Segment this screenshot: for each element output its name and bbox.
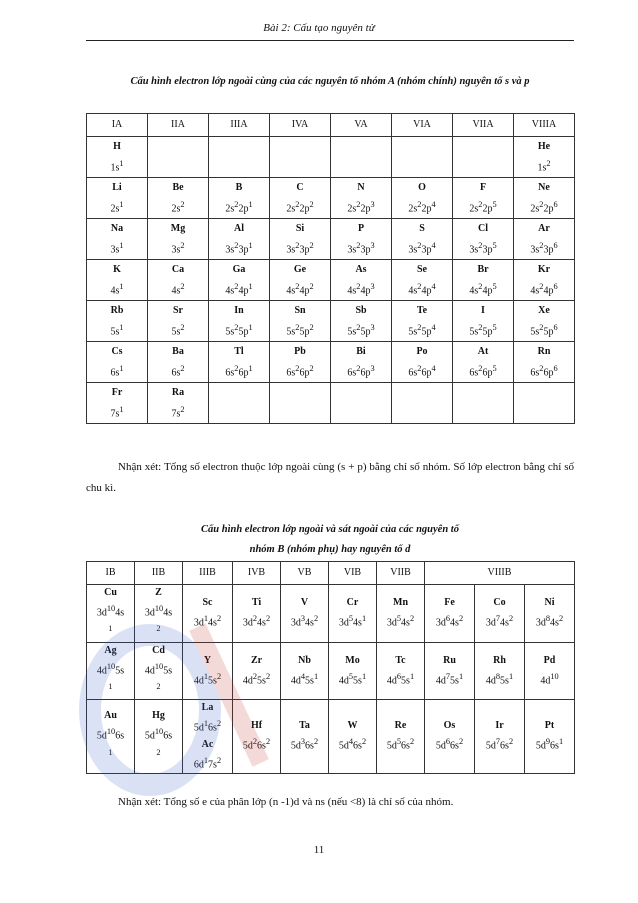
element-cell [525, 700, 575, 774]
table-row [87, 137, 575, 178]
element-symbol: Al [234, 222, 244, 234]
element-cell [453, 137, 514, 178]
element-cell [281, 642, 329, 700]
column-header: VB [281, 562, 329, 585]
element-cell [425, 700, 475, 774]
element-symbol: Pt [544, 720, 555, 732]
element-symbol: Y [203, 654, 212, 666]
electron-configuration: $2s^22p^2$ [286, 199, 314, 215]
electron-configuration: $4d^{10}5s$ $^1$ [96, 661, 125, 691]
element-symbol: Ba [172, 345, 184, 357]
element-cell [209, 383, 270, 424]
electron-configuration: $6s^2$ [171, 363, 185, 379]
element-symbol: Mn [393, 597, 408, 609]
element-cell [233, 642, 281, 700]
element-cell [377, 700, 425, 774]
element-cell [392, 301, 453, 342]
electron-configuration: $2s^22p^3$ [347, 199, 375, 215]
element-symbol: B [235, 181, 243, 193]
electron-configuration: $1s^2$ [537, 158, 551, 174]
element-cell [87, 585, 135, 643]
element-cell [453, 301, 514, 342]
element-symbol: C [296, 181, 304, 193]
table-row [87, 178, 575, 219]
electron-configuration: $2s^22p^4$ [408, 199, 436, 215]
element-cell [331, 383, 392, 424]
element-cell [281, 700, 329, 774]
element-symbol: N [357, 181, 365, 193]
element-symbol: Nb [298, 654, 311, 666]
electron-configuration: $4s^1$ [110, 281, 124, 297]
element-symbol: Ge [293, 263, 307, 275]
element-symbol: Ar [538, 222, 550, 234]
element-symbol: Z [155, 587, 162, 598]
element-cell [331, 178, 392, 219]
element-symbol: Si [295, 222, 305, 234]
electron-configuration: $3s^23p^2$ [286, 240, 314, 256]
element-symbol: Cd [152, 644, 165, 656]
element-cell [87, 219, 148, 260]
element-symbol: Ne [538, 181, 550, 193]
element-cell [453, 342, 514, 383]
element-symbol: Ta [299, 720, 310, 732]
element-symbol: Ru [443, 654, 456, 666]
element-cell [87, 301, 148, 342]
column-header: VIIB [377, 562, 425, 585]
element-cell [331, 219, 392, 260]
element-cell [148, 137, 209, 178]
electron-configuration: $4d^25s^2$ [242, 671, 271, 687]
element-symbol: V [300, 597, 309, 609]
element-symbol: Be [172, 181, 184, 193]
element-symbol: Kr [537, 263, 551, 275]
element-symbol: Pb [294, 345, 306, 357]
element-cell [270, 178, 331, 219]
electron-configuration: $3d^24s^2$ [242, 614, 271, 629]
element-symbol: Pd [543, 654, 556, 666]
element-cell [233, 700, 281, 774]
electron-configuration: $3d^54s^2$ [386, 614, 415, 629]
element-symbol: Cl [478, 222, 488, 234]
element-cell [514, 137, 575, 178]
column-header: VA [331, 114, 392, 137]
element-cell [148, 301, 209, 342]
element-symbol: Li [112, 181, 122, 193]
element-symbol: Xe [538, 304, 550, 316]
electron-configuration: $5d^96s^1$ [535, 737, 564, 752]
element-cell [392, 342, 453, 383]
element-cell [331, 301, 392, 342]
element-cell [148, 178, 209, 219]
element-cell [209, 342, 270, 383]
element-symbol: La [201, 702, 214, 714]
element-symbol: Hf [250, 720, 263, 732]
element-symbol: As [355, 263, 367, 275]
electron-configuration: $3d^{10}4s$ $^1$ [96, 604, 125, 634]
electron-configuration: $5d^36s^2$ [290, 737, 319, 752]
electron-configuration: $5d^{10}6s$ $^2$ [144, 727, 173, 757]
table-row [87, 219, 575, 260]
element-symbol: Na [110, 222, 124, 234]
electron-configuration: $6s^26p^2$ [286, 363, 314, 379]
element-cell [87, 260, 148, 301]
element-symbol: Cs [111, 345, 123, 357]
element-symbol: Rn [537, 345, 551, 357]
element-cell [331, 137, 392, 178]
element-symbol: Fr [111, 386, 123, 398]
electron-configuration: $4d^65s^1$ [386, 671, 415, 687]
electron-configuration: $5s^25p^2$ [286, 322, 314, 338]
element-cell [270, 260, 331, 301]
element-cell [475, 585, 525, 643]
electron-configuration: $6s^26p^1$ [225, 363, 253, 379]
electron-configuration: $5d^26s^2$ [242, 737, 271, 752]
element-symbol: Ac [201, 738, 214, 750]
element-cell [87, 700, 135, 774]
electron-configuration: $5s^25p^6$ [530, 322, 558, 338]
electron-configuration: $6s^26p^6$ [530, 363, 558, 379]
element-cell [392, 137, 453, 178]
element-cell [87, 178, 148, 219]
element-cell [329, 585, 377, 643]
column-header: IIIB [183, 562, 233, 585]
element-cell [392, 383, 453, 424]
electron-configuration: $4s^24p^1$ [225, 281, 253, 297]
electron-configuration: $5d^66s^2$ [435, 737, 464, 752]
electron-configuration: $6d^17s^2$ [193, 755, 222, 770]
element-symbol: I [481, 304, 485, 316]
table-row [87, 260, 575, 301]
element-symbol: Sb [355, 304, 367, 316]
element-cell [209, 219, 270, 260]
electron-configuration: $7s^1$ [110, 404, 124, 420]
electron-configuration: $7s^2$ [171, 404, 185, 420]
element-symbol: Ir [495, 720, 504, 732]
element-symbol: Ni [544, 597, 555, 609]
page-header: Bài 2: Cấu tạo nguyên tử [263, 22, 375, 34]
element-symbol: P [357, 222, 365, 234]
electron-configuration: $4s^24p^2$ [286, 281, 314, 297]
element-cell [377, 585, 425, 643]
element-cell [514, 219, 575, 260]
electron-configuration: $4d^45s^1$ [290, 671, 319, 687]
element-symbol: Mo [345, 654, 360, 666]
electron-configuration: $2s^22p^6$ [530, 199, 558, 215]
electron-configuration: $6s^26p^4$ [408, 363, 436, 379]
element-cell [148, 219, 209, 260]
element-cell [148, 383, 209, 424]
element-cell [475, 700, 525, 774]
element-cell [392, 219, 453, 260]
table-row [87, 642, 575, 700]
element-cell [453, 383, 514, 424]
element-symbol: Sr [173, 304, 183, 316]
table-row [87, 700, 575, 774]
element-cell [331, 342, 392, 383]
element-cell [331, 260, 392, 301]
electron-configuration: $2s^22p^1$ [225, 199, 253, 215]
element-cell [392, 178, 453, 219]
element-symbol: Re [394, 720, 407, 732]
electron-configuration: $4d^{10}5s$ $^2$ [144, 661, 173, 691]
element-cell [453, 260, 514, 301]
element-cell [233, 585, 281, 643]
element-cell [270, 301, 331, 342]
element-cell [392, 260, 453, 301]
table-header-row [87, 562, 575, 585]
column-header: IB [87, 562, 135, 585]
electron-configuration: $5d^76s^2$ [485, 737, 514, 752]
element-cell [525, 642, 575, 700]
element-symbol: Tc [395, 654, 406, 666]
element-symbol: Se [417, 263, 427, 275]
element-cell [453, 219, 514, 260]
electron-configuration: $6s^26p^3$ [347, 363, 375, 379]
electron-configuration: $3s^23p^4$ [408, 240, 436, 256]
element-cell [514, 301, 575, 342]
element-cell [183, 585, 233, 643]
element-symbol: Hg [152, 710, 165, 722]
element-cell [209, 301, 270, 342]
table-row [87, 585, 575, 643]
electron-configuration: $4d^15s^2$ [193, 671, 222, 687]
element-symbol: In [234, 304, 244, 316]
electron-configuration: $5d^56s^2$ [386, 737, 415, 752]
element-symbol: Tl [234, 345, 244, 357]
element-cell [270, 137, 331, 178]
element-symbol: Co [493, 597, 506, 609]
element-cell [148, 342, 209, 383]
electron-configuration: $3d^{10}4s$ $^2$ [144, 604, 173, 634]
element-symbol: Rb [110, 304, 124, 316]
element-cell [281, 585, 329, 643]
electron-configuration: $4d^85s^1$ [485, 671, 514, 687]
element-cell [514, 383, 575, 424]
element-symbol: Ga [232, 263, 246, 275]
electron-configuration: $4d^55s^1$ [338, 671, 367, 687]
electron-configuration: $5d^16s^2$ [193, 719, 222, 734]
element-symbol: Au [104, 710, 117, 722]
element-symbol: At [477, 345, 489, 357]
electron-configuration: $1s^1$ [110, 158, 124, 174]
element-symbol: Ag [104, 644, 117, 656]
electron-configuration: $3d^34s^2$ [290, 614, 319, 629]
electron-configuration: $4s^2$ [171, 281, 185, 297]
caption-group-a: Cấu hình electron lớp ngoài cùng của các nguyên tố nhóm A (nhóm chính) nguyên tố s và p [130, 76, 530, 87]
element-symbol: Rh [493, 654, 506, 666]
electron-configuration: $5s^25p^5$ [469, 322, 497, 338]
electron-configuration: $4s^24p^6$ [530, 281, 558, 297]
element-cell [377, 642, 425, 700]
element-cell [475, 642, 525, 700]
electron-configuration: $3s^2$ [171, 240, 185, 256]
electron-configuration: $5s^1$ [110, 322, 124, 338]
table-row [87, 342, 575, 383]
electron-configuration: $2s^2$ [171, 199, 185, 215]
note-group-b: Nhận xét: Tổng số e của phân lớp (n -1)d và ns (nếu <8) là chỉ số của nhóm. [118, 796, 454, 808]
element-symbol: Mg [170, 222, 186, 234]
element-cell [525, 585, 575, 643]
element-symbol: Te [416, 304, 428, 316]
element-cell [514, 342, 575, 383]
table-header-row [87, 114, 575, 137]
element-cell [135, 585, 183, 643]
element-cell [329, 700, 377, 774]
element-cell [209, 260, 270, 301]
element-cell [270, 342, 331, 383]
element-symbol: Ra [171, 386, 185, 398]
element-cell [514, 260, 575, 301]
header-rule [86, 40, 574, 41]
electron-configuration: $6s^1$ [110, 363, 124, 379]
element-cell [135, 642, 183, 700]
table-row [87, 301, 575, 342]
element-cell [87, 642, 135, 700]
element-cell [329, 642, 377, 700]
electron-configuration: $3s^23p^6$ [530, 240, 558, 256]
electron-configuration: $3d^14s^2$ [193, 614, 222, 629]
electron-configuration: $3s^23p^5$ [469, 240, 497, 256]
element-symbol: K [113, 263, 121, 275]
element-symbol: He [537, 140, 551, 152]
element-symbol: Zr [250, 654, 263, 666]
electron-configuration: $5s^25p^1$ [225, 322, 253, 338]
electron-configuration: $4d^{10}$ [540, 671, 559, 687]
electron-configuration: $5s^2$ [171, 322, 185, 338]
element-symbol: Cu [104, 587, 117, 598]
element-symbol: Br [477, 263, 489, 275]
element-cell [87, 137, 148, 178]
element-cell [453, 178, 514, 219]
electron-configuration: $5d^46s^2$ [338, 737, 367, 752]
table-group-b [86, 561, 575, 774]
element-cell [148, 260, 209, 301]
page-number: 11 [313, 844, 325, 856]
element-cell [135, 700, 183, 774]
electron-configuration: $2s^1$ [110, 199, 124, 215]
note-group-a: Nhận xét: Tổng số electron thuộc lớp ngoài cùng (s + p) bằng chỉ số nhóm. Số lớp electron bằng chỉ số chu kì. [86, 461, 574, 494]
electron-configuration: $5d^{10}6s$ $^1$ [96, 727, 125, 757]
table-group-a [86, 113, 575, 424]
element-cell [270, 219, 331, 260]
electron-configuration: $3d^54s^1$ [338, 614, 367, 629]
element-cell [270, 383, 331, 424]
caption-group-b [86, 520, 574, 560]
column-header: IA [87, 114, 148, 137]
element-cell [425, 585, 475, 643]
element-symbol: F [479, 181, 487, 193]
column-header: IIB [135, 562, 183, 585]
electron-configuration: $5s^25p^3$ [347, 322, 375, 338]
element-symbol: H [113, 140, 121, 152]
element-cell [514, 178, 575, 219]
electron-configuration: $4d^75s^1$ [435, 671, 464, 687]
column-header: VIIA [453, 114, 514, 137]
element-symbol: S [419, 222, 425, 234]
element-cell [209, 178, 270, 219]
element-symbol: Sc [202, 597, 213, 609]
column-header: VIA [392, 114, 453, 137]
element-symbol: Ca [171, 263, 185, 275]
column-header: IVB [233, 562, 281, 585]
column-header: IIA [148, 114, 209, 137]
electron-configuration: $4s^24p^4$ [408, 281, 436, 297]
electron-configuration: $5s^25p^4$ [408, 322, 436, 338]
electron-configuration: $4s^24p^5$ [469, 281, 497, 297]
electron-configuration: $3s^23p^3$ [347, 240, 375, 256]
element-cell [183, 700, 233, 774]
caption-group-b-line1: Cấu hình electron lớp ngoài và sát ngoài của các nguyên tố [201, 524, 459, 535]
element-cell [87, 383, 148, 424]
element-cell [425, 642, 475, 700]
electron-configuration: $3s^23p^1$ [225, 240, 253, 256]
column-header: VIIIB [425, 562, 575, 585]
element-cell [183, 642, 233, 700]
element-symbol: Ti [251, 597, 262, 609]
caption-group-b-line2: nhóm B (nhóm phụ) hay nguyên tố d [249, 544, 411, 555]
element-symbol: Cr [346, 597, 359, 609]
column-header: VIIIA [514, 114, 575, 137]
element-symbol: O [418, 181, 426, 193]
element-symbol: Po [416, 345, 428, 357]
element-cell [87, 342, 148, 383]
electron-configuration: $3d^84s^2$ [535, 614, 564, 629]
column-header: IIIA [209, 114, 270, 137]
electron-configuration: $6s^26p^5$ [469, 363, 497, 379]
electron-configuration: $4s^24p^3$ [347, 281, 375, 297]
element-symbol: Bi [356, 345, 366, 357]
element-cell [209, 137, 270, 178]
element-symbol: Sn [294, 304, 306, 316]
electron-configuration: $3d^64s^2$ [435, 614, 464, 629]
column-header: IVA [270, 114, 331, 137]
element-symbol: Os [443, 720, 456, 732]
element-symbol: W [347, 720, 358, 732]
electron-configuration: $2s^22p^5$ [469, 199, 497, 215]
column-header: VIB [329, 562, 377, 585]
electron-configuration: $3d^74s^2$ [485, 614, 514, 629]
element-symbol: Fe [444, 597, 455, 609]
electron-configuration: $3s^1$ [110, 240, 124, 256]
table-row [87, 383, 575, 424]
